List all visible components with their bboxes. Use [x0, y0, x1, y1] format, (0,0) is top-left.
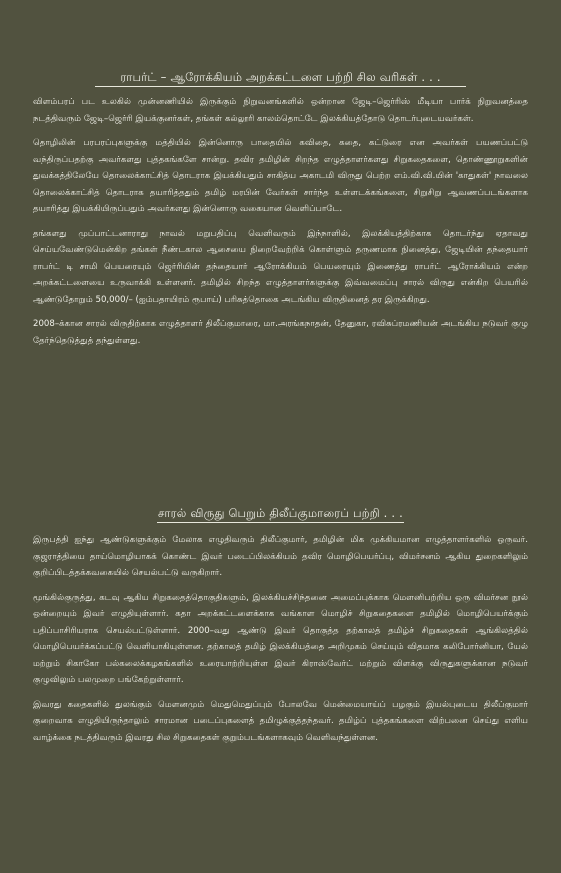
- foundation-paragraph-2: தொழிலின் பரபரப்புகளுக்கு மத்தியில் இன்னொரு பாதையில் கவிதை, கதை, கட்டுரை என அவர்கள் பயணப்பட்டு வந்திருப்பதற்கு அவர்களது புத்தகங்களே சான்று. தவிர தமிழின் சிறந்த எழுத்தாளர்களது சிறுகதைகளை, தொண்ணூறுகளின் துவக்கத்திலேயே தொலைக்காட்சித் தொடராக இயக்கியதும் சாகித்ய அகாடமி விருது பெற்ற எம்.வி.வி.யின் 'காதுகள்' நாவலை தொலைக்காட்சித் தொடராக தயாரித்ததும் தமிழ் மரபின் வேர்கள் சார்ந்த உள்ளடக்கங்களை, சிறுசிறு ஆவணப்படங்களாக தயாரித்து இயக்கியிருப்பதும் அவர்களது இன்னொரு வகையான வெளிப்பாடே.: [33, 138, 528, 214]
- awardee-paragraph-1: இருபத்தி ஐந்து ஆண்டுகளுக்கும் மேலாக எழுதிவரும் திலீப்குமார், தமிழின் மிக முக்கியமான எழுத்தாளர்களில் ஒருவர். குஜராத்தியை தாய்மொழியாகக் கொண்ட இவர் படைப்பிலக்கியம் தவிர மொழிபெயர்ப்பு, விமர்சனம் ஆகிய துறைகளிலும் குறிப்பிடத்தக்கவகையில் செயல்பட்டு வருகிறார்.: [33, 535, 528, 578]
- awardee-heading: சாரல் விருது பெறும் திலீப்குமாரைப் பற்றி . . .: [158, 506, 403, 520]
- foundation-paragraph-3: தங்களது முப்பாட்டனாராது நாவல் மறுபதிப்பு வெளிவரும் இந்நாளில், இலக்கியத்திற்காக தொடர்ந்து ஏதாவது செய்யவேண்டுமென்கிற தங்கள் நீண்டகால ஆசையை நிறைவேற்றிக் கொள்ளும் தருணமாக நினைத்து, ஜேடியின் தந்தையார் ராபர்ட் டி சாமி பெயரையும் ஜெர்ரியின் தந்தையார் ஆரோக்கியம் பெயரையும் இணைத்து ராபர்ட் ஆரோக்கியம் என்ற அறக்கட்டளையை உருவாக்கி உள்ளனர். தமிழில் சிறந்த எழுத்தாளர்களுக்கு இவ்வமைப்பு சாரல் விருது என்கிற பெயரில் ஆண்டுதோறும் 50,000/– (ஐம்பதாயிரம் ரூபாய்) பரிசுத்தொகை அடங்கிய விருதினைத் தர இருக்கிறது.: [33, 228, 528, 305]
- foundation-heading-underline: [95, 86, 466, 87]
- awardee-paragraph-2: மூங்கில்குருத்து, கடவு ஆகிய சிறுகதைத்தொகுதிகளும், இலக்கியச்சிந்தனை அமைப்புக்காக மௌனிபற்றிய ஒரு விமர்சன நூல் ஒன்றையும் இவர் எழுதியுள்ளார். கதா அறக்கட்டளைக்காக வங்காள மொழிச் சிறுகதைகளை தமிழில் மொழிபெயர்க்கும் பதிப்பாசிரியராக செயல்பட்டுள்ளார். 2000–வது ஆண்டு இவர் தொகுத்த தற்காலத் தமிழ்ச் சிறுகதைகள் ஆங்கிலத்தில் மொழிபெயர்க்கப்பட்டு வெளியாகியுள்ளன. தற்காலத் தமிழ் இலக்கியத்தை அறிமுகம் செய்யும் விதமாக கலிபோர்னியா, யேல் மற்றும் சிகாகோ பல்கலைக்கழகங்களில் உரையாற்றியுள்ள இவர் கிராஸ்வேர்ட் மற்றும் விளக்கு விருதுகளுக்கான நடுவர் குழுவிலும் பலமுறை பங்கேற்றுள்ளார்.: [33, 592, 528, 685]
- awardee-paragraph-3: இவரது கதைகளில் துலங்கும் மௌனமும் மெதுமெதுப்பும் போலவே மென்மையாய்ப் பழகும் இயல்புடைய திலீப்குமார் குறைவாக எழுதியிருந்தாலும் சாரமான படைப்புகளைத் தமிழுக்குத்தந்தவர். தமிழ்ப் புத்தகங்களை விற்பனை செய்து எளிய வாழ்க்கை நடத்திவரும் இவரது சில சிறுகதைகள் குறும்படங்களாகவும் வெளிவந்துள்ளன.: [33, 699, 528, 743]
- foundation-heading: ராபர்ட் – ஆரோக்கியம் அறக்கட்டளை பற்றி சில வரிகள் . . .: [120, 70, 441, 84]
- awardee-heading-underline: [157, 522, 404, 523]
- foundation-section: [33, 94, 528, 349]
- awardee-section: [33, 532, 528, 746]
- foundation-paragraph-4: 2008–க்கான சாரல் விருதிற்காக எழுத்தாளர் திலீப்குமாரை, மா.அரங்கநாதன், தேனுகா, ரவிசுப்ரமணியன் அடங்கிய நடுவர் குழு தேர்ந்தெடுத்துத் தந்துள்ளது.: [33, 319, 528, 346]
- foundation-paragraph-1: விளம்பரப் பட உலகில் முன்னணியில் இருக்கும் நிறுவனங்களில் ஒன்றான ஜேடி–ஜெர்ரிஸ் மீடியா பார்க் நிறுவனத்தை நடத்திவரும் ஜேடி–ஜெர்ரி இயக்குனர்கள், தங்கள் கல்லூரி காலம்தொட்டே இலக்கியத்தோடு தொடர்புடையவர்கள்.: [33, 97, 528, 124]
